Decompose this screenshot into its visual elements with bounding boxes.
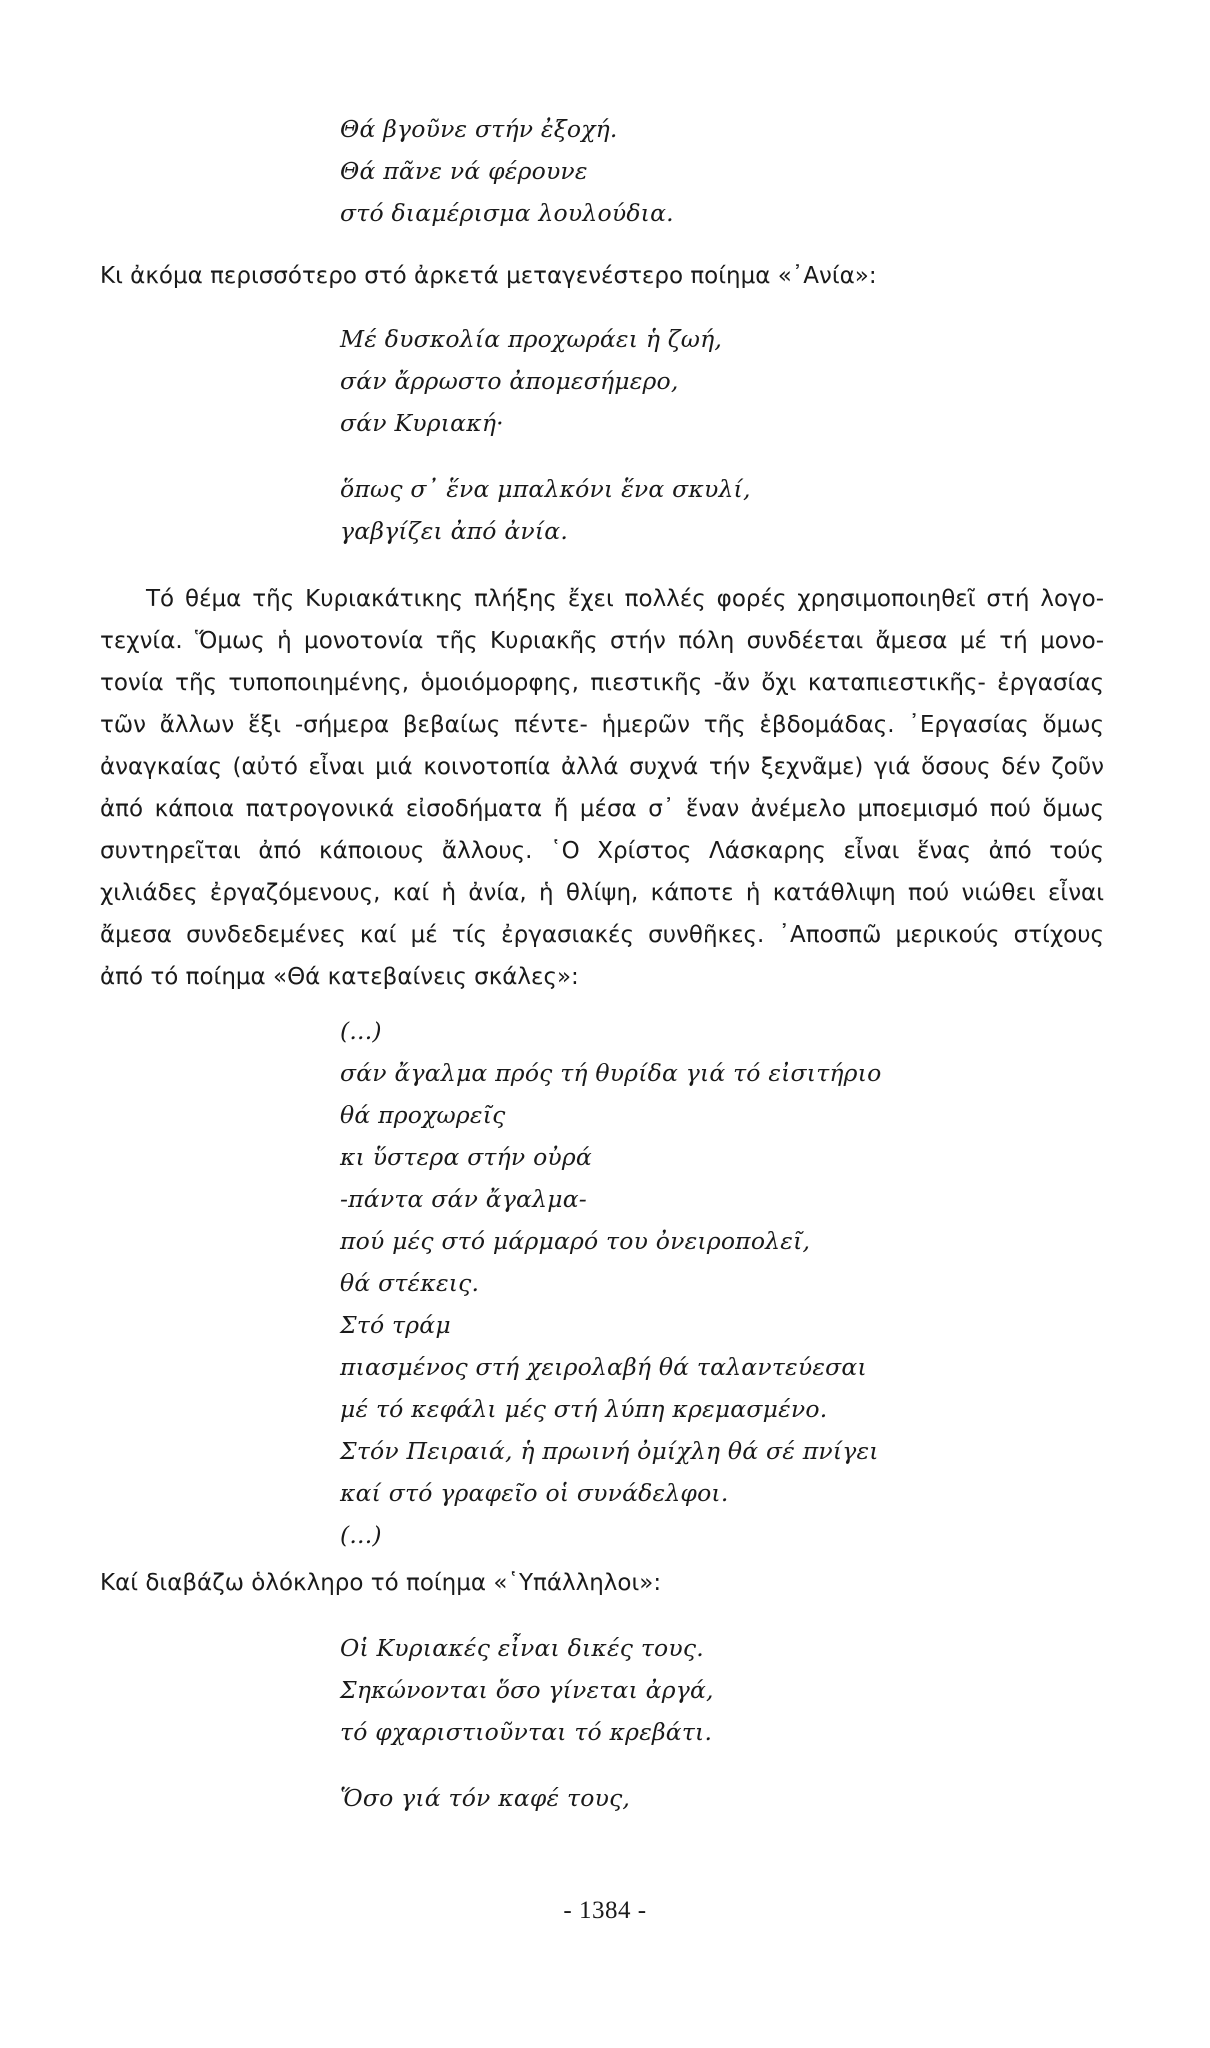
verse-line: Θά βγοῦνε στήν ἐξοχή. [340, 115, 618, 143]
page-number: - 1384 - [563, 1897, 647, 1924]
stanza-gap [340, 1753, 714, 1777]
prose-line: Καί διαβάζω ὁλόκληρο τό ποίημα «῾Υπάλληλοι»: [100, 1570, 662, 1596]
verse-line: θά προχωρεῖς [340, 1101, 506, 1129]
prose-line: ἀπό κάποια πατρογονικά εἰσοδήματα ἤ μέσα σ᾿ ἕναν ἀνέμελο μποεμισμό πού ὅμως [100, 796, 1104, 822]
verse-line: σάν ἄγαλμα πρός τή θυρίδα γιά τό εἰσιτήριο [340, 1059, 882, 1087]
prose-line: τῶν ἄλλων ἕξι -σήμερα βεβαίως πέντε- ἡμερῶν τῆς ἑβδομάδας. ᾿Εργασίας ὅμως [100, 712, 1104, 738]
verse-line: Στό τράμ [340, 1311, 451, 1339]
verse-block-1 [340, 108, 674, 234]
prose-paragraph-2 [100, 578, 1104, 998]
prose-line: συντηρεῖται ἀπό κάποιους ἄλλους. ῾Ο Χρίστος Λάσκαρης εἶναι ἕνας ἀπό τούς [100, 838, 1104, 864]
verse-line: Θά πᾶνε νά φέρουνε [340, 157, 588, 185]
prose-line: χιλιάδες ἐργαζόμενους, καί ἡ ἀνία, ἡ θλίψη, κάποτε ἡ κατάθλιψη πού νιώθει εἶναι [100, 880, 1104, 906]
verse-line: θά στέκεις. [340, 1269, 480, 1297]
verse-line: πιασμένος στή χειρολαβή θά ταλαντεύεσαι [340, 1353, 867, 1381]
prose-line: τονία τῆς τυποποιημένης, ὁμοιόμορφης, πιεστικῆς -ἄν ὄχι καταπιεστικῆς- ἐργασίας [100, 670, 1104, 696]
prose-line: Τό θέμα τῆς Κυριακάτικης πλήξης ἔχει πολλές φορές χρησιμοποιηθεῖ στή λογο- [146, 586, 1104, 612]
verse-block-2 [340, 318, 751, 552]
verse-line: μέ τό κεφάλι μές στή λύπη κρεμασμένο. [340, 1395, 828, 1423]
verse-line: πού μές στό μάρμαρό του ὀνειροπολεῖ, [340, 1227, 811, 1255]
verse-line: κι ὕστερα στήν οὐρά [340, 1143, 592, 1171]
verse-line: Ὅσο γιά τόν καφέ τους, [340, 1784, 631, 1812]
verse-line: Στόν Πειραιά, ἡ πρωινή ὀμίχλη θά σέ πνίγει [340, 1437, 879, 1465]
prose-line: τεχνία. Ὅμως ἡ μονοτονία τῆς Κυριακῆς στήν πόλη συνδέεται ἄμεσα μέ τή μονο- [100, 628, 1104, 654]
verse-line: καί στό γραφεῖο οἱ συνάδελφοι. [340, 1479, 729, 1507]
verse-block-3 [340, 1010, 881, 1556]
verse-line: σάν ἄρρωστο ἀπομεσήμερο, [340, 367, 679, 395]
verse-line: τό φχαριστιοῦνται τό κρεβάτι. [340, 1718, 713, 1746]
verse-line: σάν Κυριακή· [340, 409, 504, 437]
verse-line: (...) [340, 1017, 382, 1045]
prose-paragraph-3 [100, 1562, 1104, 1604]
prose-paragraph-1 [100, 255, 1104, 297]
prose-line: Κι ἀκόμα περισσότερο στό ἀρκετά μεταγενέστερο ποίημα «᾿Ανία»: [100, 263, 877, 289]
stanza-gap [340, 444, 751, 468]
verse-block-4 [340, 1627, 714, 1819]
verse-line: γαβγίζει ἀπό ἀνία. [340, 517, 569, 545]
verse-line: -πάντα σάν ἄγαλμα- [340, 1185, 587, 1213]
prose-line: ἄμεσα συνδεδεμένες καί μέ τίς ἐργασιακές συνθῆκες. ᾿Αποσπῶ μερικούς στίχους [100, 922, 1104, 948]
prose-line: ἀπό τό ποίημα «Θά κατεβαίνεις σκάλες»: [100, 964, 579, 990]
verse-line: Σηκώνονται ὅσο γίνεται ἀργά, [340, 1676, 714, 1704]
verse-line: (...) [340, 1521, 382, 1549]
verse-line: Μέ δυσκολία προχωράει ἡ ζωή, [340, 325, 723, 353]
prose-line: ἀναγκαίας (αὐτό εἶναι μιά κοινοτοπία ἀλλά συχνά τήν ξεχνᾶμε) γιά ὅσους δέν ζοῦν [100, 754, 1104, 780]
verse-line: Οἱ Κυριακές εἶναι δικές τους. [340, 1634, 704, 1662]
verse-line: ὅπως σ᾿ ἕνα μπαλκόνι ἕνα σκυλί, [340, 475, 751, 503]
verse-line: στό διαμέρισμα λουλούδια. [340, 199, 674, 227]
